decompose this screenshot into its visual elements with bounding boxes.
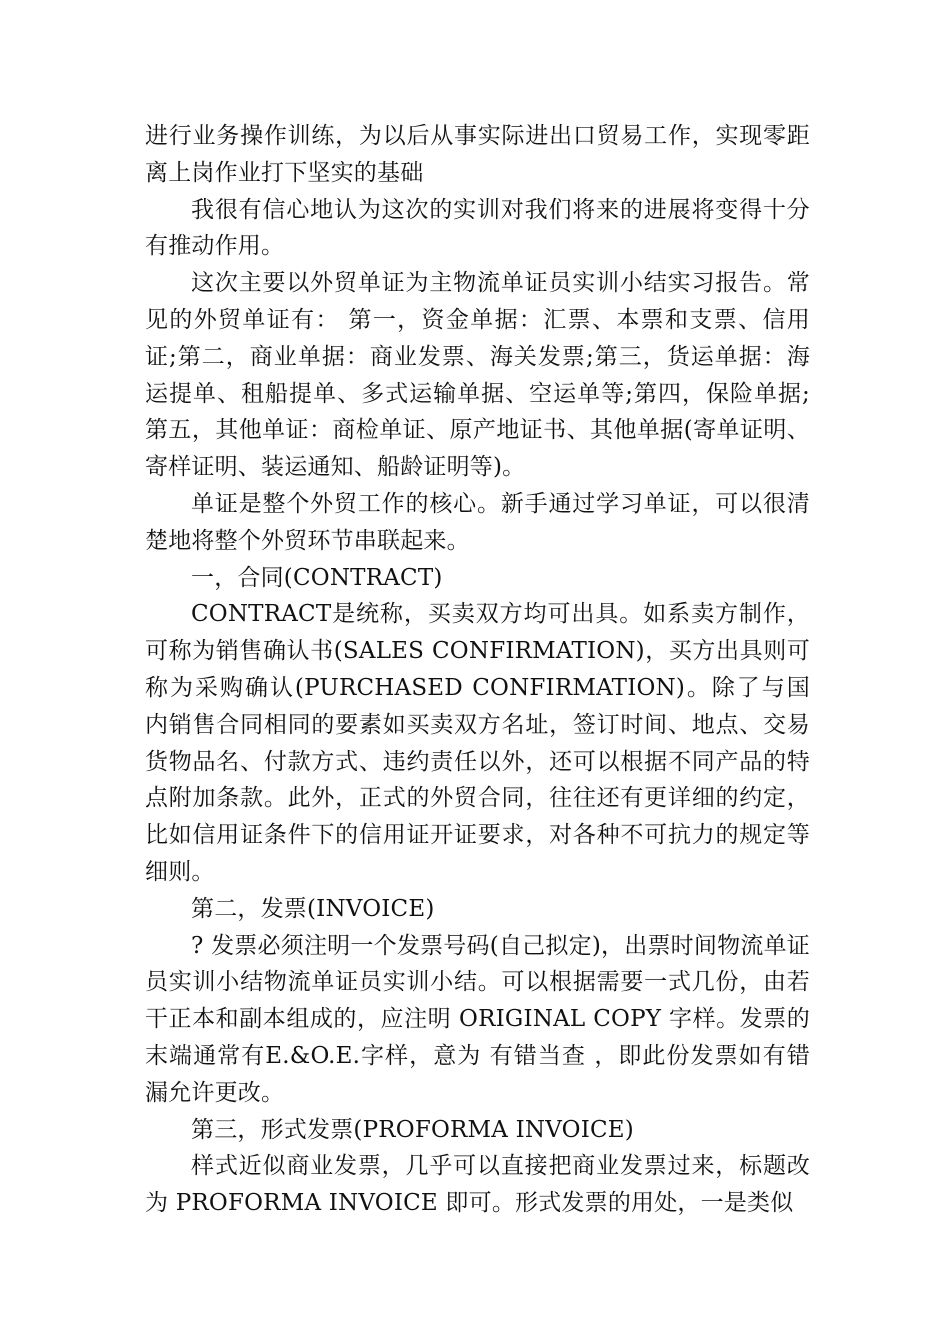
paragraph-contract: CONTRACT是统称，买卖双方均可出具。如系卖方制作，可称为销售确认书(SALES CONFIRMATION)，买方出具则可称为采购确认(PURCHASED CONFIRMATION)。除了与国内销售合同相同的要素如买卖双方名址，签订时间、地点、交易货物品名、付款方式、违约责任以外，还可以根据不同产品的特点附加条款。此外，正式的外贸合同，往往还有更详细的约定，比如信用证条件下的信用证开证要求，对各种不可抗力的规定等细则。: [145, 601, 810, 885]
paragraph-invoice: ? 发票必须注明一个发票号码(自己拟定)，出票时间物流单证员实训小结物流单证员实训小结。可以根据需要一式几份，由若干正本和副本组成的，应注明 ORIGINAL COPY 字样。发票的末端通常有E.&O.E.字样，意为 有错当查 ，即此份发票如有错漏允许更改。: [145, 932, 810, 1106]
paragraph-4: 单证是整个外贸工作的核心。新手通过学习单证，可以很清楚地将整个外贸环节串联起来。: [145, 490, 810, 554]
heading-proforma-invoice: 第三，形式发票(PROFORMA INVOICE): [191, 1116, 634, 1143]
paragraph-1: 进行业务操作训练，为以后从事实际进出口贸易工作，实现零距离上岗作业打下坚实的基础: [145, 123, 810, 186]
paragraph-3: 这次主要以外贸单证为主物流单证员实训小结实习报告。常见的外贸单证有： 第一，资金单据：汇票、本票和支票、信用证;第二，商业单据：商业发票、海关发票;第三，货运单据：海运提单、租船提单、多式运输单据、空运单等;第四，保险单据;第五，其他单证：商检单证、原产地证书、其他单据(寄单证明、寄样证明、装运通知、船龄证明等)。: [145, 270, 810, 481]
document-body: [145, 118, 810, 1222]
heading-contract: 一，合同(CONTRACT): [191, 564, 443, 591]
heading-invoice: 第二，发票(INVOICE): [191, 895, 435, 922]
paragraph-2: 我很有信心地认为这次的实训对我们将来的进展将变得十分有推动作用。: [145, 196, 810, 260]
paragraph-proforma-invoice: 样式近似商业发票，几乎可以直接把商业发票过来，标题改为 PROFORMA INVOICE 即可。形式发票的用处，一是类似: [145, 1153, 810, 1217]
